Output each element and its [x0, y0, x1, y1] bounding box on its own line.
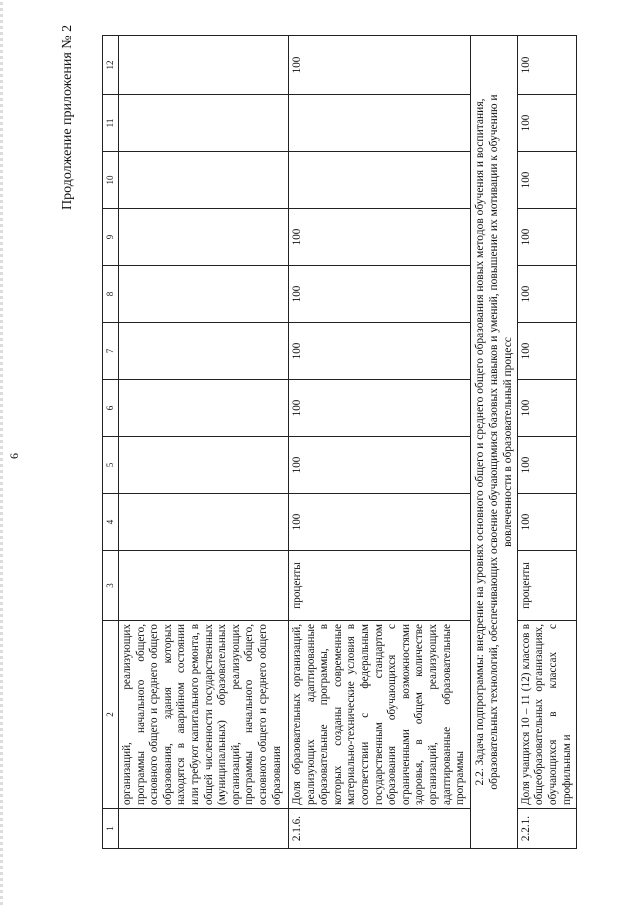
row-value: 100 — [517, 152, 576, 209]
table-row — [119, 36, 289, 849]
row-value: 100 — [289, 266, 471, 323]
header-cell: 4 — [103, 494, 119, 551]
row-value — [119, 152, 289, 209]
header-cell: 2 — [103, 621, 119, 809]
header-cell: 12 — [103, 36, 119, 95]
row-value — [119, 323, 289, 380]
header-cell: 11 — [103, 95, 119, 152]
header-cell: 8 — [103, 266, 119, 323]
row-value — [119, 36, 289, 95]
row-description: Доля учащихся 10 – 11 (12) классов в общеобразовательных организациях, обучающихся в классах с профильным и — [517, 621, 576, 809]
header-row — [103, 36, 119, 849]
row-value: 100 — [517, 266, 576, 323]
appendix-title: Продолжение приложения № 2 — [60, 24, 75, 210]
header-cell: 5 — [103, 437, 119, 494]
row-number: 2.1.6. — [289, 809, 471, 849]
header-cell: 10 — [103, 152, 119, 209]
row-value — [119, 95, 289, 152]
header-cell: 6 — [103, 380, 119, 437]
row-value: 100 — [289, 437, 471, 494]
row-value: 100 — [517, 323, 576, 380]
row-unit: проценты — [289, 551, 471, 621]
row-value: 100 — [289, 323, 471, 380]
row-value: 100 — [289, 36, 471, 95]
row-unit — [119, 551, 289, 621]
row-value — [119, 437, 289, 494]
row-value — [289, 95, 471, 152]
scan-edge — [0, 0, 3, 905]
row-value: 100 — [517, 95, 576, 152]
row-unit: проценты — [517, 551, 576, 621]
row-number: 2.2.1. — [517, 809, 576, 849]
table-row — [517, 36, 576, 849]
row-value: 100 — [289, 209, 471, 266]
row-description: организаций, реализующих программы начального общего, основного общего и среднего общего образования, здания которых находятся в аварийном состоянии или требуют капитального ремонта, в общей численности государственных (муниципальных) образовательных организаций, реализующих программы начального общего, основного общего и среднего общего образования — [119, 621, 289, 809]
task-line: образовательных технологий, обеспечивающих освоение обучающимися базовых навыков и умений, повышение их мотивации к обучению и — [487, 94, 500, 790]
header-cell: 1 — [103, 809, 119, 849]
row-value: 100 — [289, 380, 471, 437]
row-number — [119, 809, 289, 849]
row-value: 100 — [517, 494, 576, 551]
row-description: Доля образовательных организаций, реализующих адаптированные образовательные программы, в которых созданы современные материально-технические условия в соответствии с федеральным государственным стандартом образования обучающихся с ограниченными возможностями здоровья, в общем количестве организаций, реализующих адаптированные образовательные программы — [289, 621, 471, 809]
task-row — [470, 36, 517, 849]
table-row — [289, 36, 471, 849]
task-line: вовлеченности в образовательный процесс — [501, 337, 514, 547]
page-number: 6 — [7, 453, 21, 459]
row-value: 100 — [517, 36, 576, 95]
indicators-table — [102, 35, 577, 849]
task-line: 2.2. Задача подпрограммы: внедрение на уровнях основного общего и среднего общего образования новых методов обучения и воспитания, — [473, 98, 486, 786]
task-heading — [470, 36, 517, 849]
row-value: 100 — [517, 380, 576, 437]
row-value: 100 — [517, 437, 576, 494]
row-value — [119, 209, 289, 266]
row-value — [119, 266, 289, 323]
row-value — [119, 494, 289, 551]
row-value — [119, 380, 289, 437]
header-cell: 9 — [103, 209, 119, 266]
row-value: 100 — [289, 494, 471, 551]
row-value: 100 — [517, 209, 576, 266]
row-value — [289, 152, 471, 209]
header-cell: 3 — [103, 551, 119, 621]
header-cell: 7 — [103, 323, 119, 380]
